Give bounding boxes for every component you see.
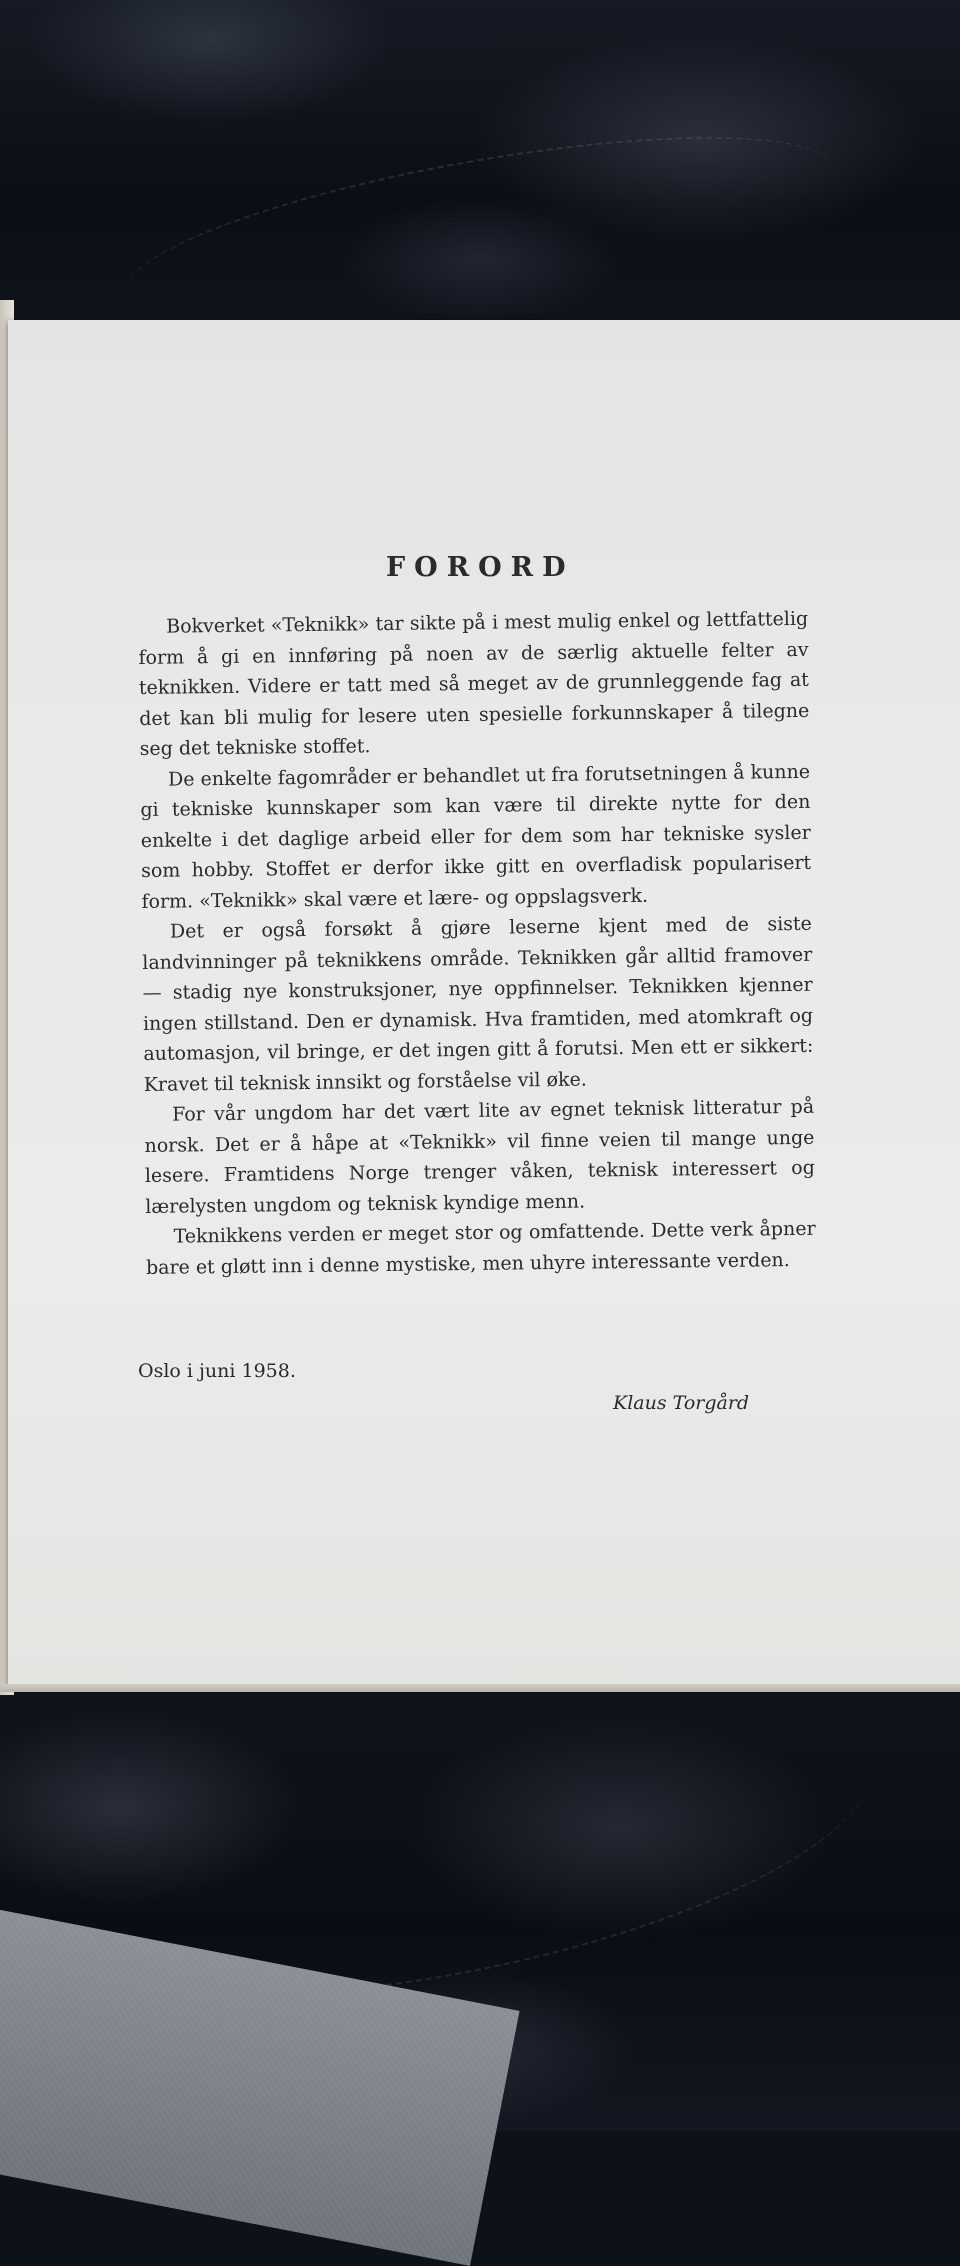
preface-body	[138, 604, 816, 1283]
paragraph-3: Det er også forsøkt å gjøre leserne kjent med de siste landvinninger på teknikkens område. Teknikken går alltid framover — stadig nye konstruksjoner, nye oppfinnelser. Teknikken kjenner ingen stillstand. Den er dynamisk. Hva framtiden, med atomkraft og automasjon, vil bringe, er det ingen gitt å forutsi. Men ett er sikkert: Kravet til teknisk innsikt og forståelse vil øke.	[142, 912, 814, 1096]
paragraph-1: Bokverket «Teknikk» tar sikte på i mest mulig enkel og lettfattelig form å gi en innføring på noen av de særlig aktuelle felter av teknikken. Videre er tatt med så meget av de grunnleggende fag at det kan bli mulig for lesere uten spesielle forkunnskaper å tilegne seg det tekniske stoffet.	[138, 607, 810, 760]
paragraph-2: De enkelte fagområder er behandlet ut fra forutsetningen å kunne gi tekniske kunnskaper som kan være til direkte nytte for den enkelte i det daglige arbeid eller for dem som har tekniske sysler som hobby. Stoffet er derfor ikke gitt en overfladisk popularisert form. «Teknikk» skal være et lære- og oppslagsverk.	[140, 760, 812, 913]
leather-background-top	[0, 0, 960, 340]
dateline: Oslo i juni 1958.	[138, 1360, 296, 1382]
page-bottom-edge	[0, 1684, 960, 1692]
page-title: FORORD	[386, 552, 575, 583]
author-signature: Klaus Torgård	[613, 1392, 750, 1414]
paragraph-5: Teknikkens verden er meget stor og omfattende. Dette verk åpner bare et gløtt inn i denne mystiske, men uhyre interessante verden.	[145, 1217, 816, 1279]
paragraph-4: For vår ungdom har det vært lite av egnet teknisk litteratur på norsk. Det er å håpe at «Teknikk» vil finne veien til mange unge lesere. Framtidens Norge trenger våken, teknisk interessert og lærelysten ungdom og teknisk kyndige menn.	[144, 1095, 815, 1218]
book-page	[8, 320, 960, 1685]
